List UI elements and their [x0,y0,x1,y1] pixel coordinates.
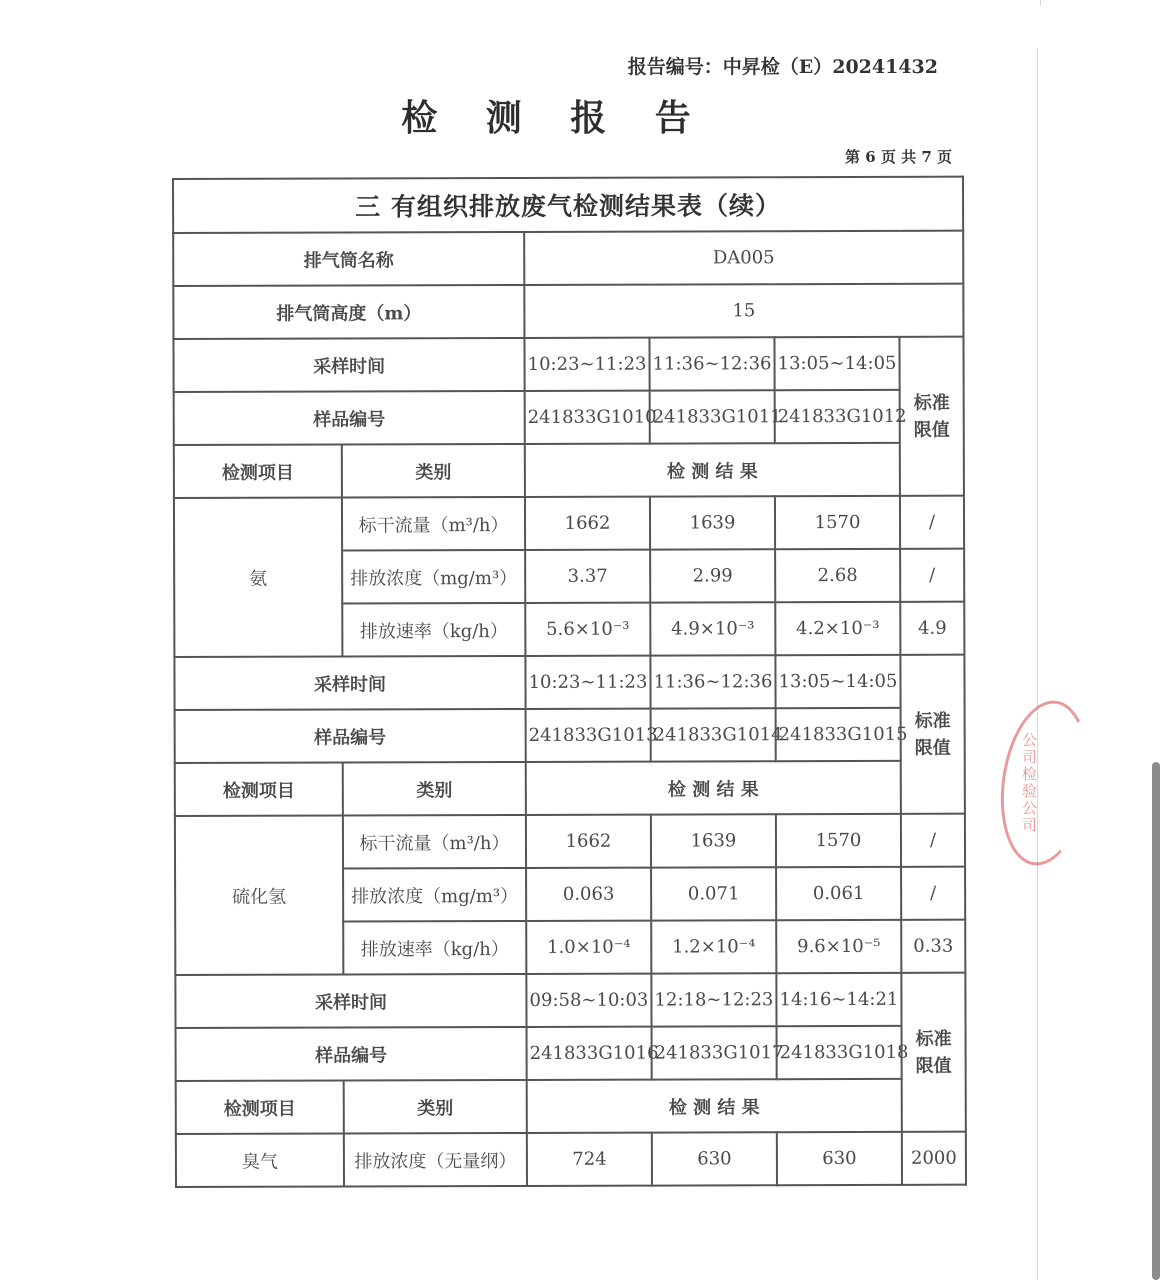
category-header: 类别 [344,1080,527,1134]
result-value-cell: 0.063 [526,868,651,921]
stack-name-row [173,231,963,286]
data-row [174,496,964,551]
limit-value-cell: / [900,549,964,602]
sample-number-cell: 241833G1016 [527,1027,652,1080]
results-header: 检 测 结 果 [525,443,900,497]
sample-number-cell: 241833G1015 [776,708,901,761]
result-value-cell: 630 [652,1132,777,1185]
stack-height-label: 排气筒高度（m） [173,285,524,339]
limit-value-cell: 4.9 [900,602,964,655]
result-value-cell: 1639 [651,814,776,867]
sample-number-label: 样品编号 [174,391,525,445]
result-value-cell: 2.99 [650,549,775,602]
standard-limit-header [900,655,964,814]
sampling-time-cell: 14:16~14:21 [776,973,901,1026]
sampling-time-cell: 13:05~14:05 [775,655,900,708]
standard-limit-header [901,973,965,1132]
sampling-time-label: 采样时间 [175,974,526,1028]
sample-number-cell: 241833G1013 [526,709,651,762]
category-header: 类别 [343,762,526,816]
standard-limit-text: 标准 [914,710,951,732]
result-value-cell: 3.37 [525,550,650,603]
standard-limit-text: 限值 [913,419,950,441]
result-value-cell: 1662 [525,497,650,550]
sample-number-row [176,1026,966,1081]
category-cell: 排放速率（kg/h） [342,603,525,657]
sample-number-cell: 241833G1010 [525,391,650,444]
column-header-row [176,1079,966,1134]
stack-height-row [173,284,963,339]
category-cell: 排放浓度（无量纲） [344,1133,527,1187]
category-cell: 标干流量（m³/h） [342,497,525,551]
item-header: 检测项目 [176,1080,344,1133]
result-value-cell: 4.2×10⁻³ [775,602,900,655]
sample-number-label: 样品编号 [176,1027,527,1081]
sampling-time-row [173,337,963,392]
item-name: 臭气 [176,1133,344,1186]
result-value-cell: 1639 [650,496,775,549]
red-seal-stamp [991,695,1099,871]
document-title: 检 测 报 告 [401,97,709,139]
table-caption-row [173,177,963,233]
sampling-time-row [174,655,964,710]
limit-value-cell: / [900,496,964,549]
sample-number-label: 样品编号 [175,709,526,763]
result-value-cell: 4.9×10⁻³ [650,602,775,655]
report-number: 报告编号：中昇检（E）20241432 [627,56,938,78]
result-value-cell: 0.071 [651,867,776,920]
column-header-row [174,443,964,498]
sampling-time-cell: 10:23~11:23 [524,338,649,391]
page-edge-right [1037,48,1038,1280]
column-header-row [175,761,965,816]
item-header: 检测项目 [175,762,343,815]
result-value-cell: 1.2×10⁻⁴ [651,920,776,973]
data-row [175,814,965,869]
sampling-time-cell: 10:23~11:23 [525,656,650,709]
standard-limit-text: 标准 [915,1028,952,1050]
stack-name-value: DA005 [524,231,963,285]
category-cell: 排放浓度（mg/m³） [343,868,526,922]
result-value-cell: 5.6×10⁻³ [525,603,650,656]
sample-number-cell: 241833G1018 [777,1026,902,1079]
category-header: 类别 [342,444,525,498]
sample-number-cell: 241833G1012 [775,390,900,443]
standard-limit-text: 限值 [914,737,951,759]
sampling-time-cell: 13:05~14:05 [774,337,899,390]
stack-name-label: 排气筒名称 [173,232,524,286]
limit-value-cell: 0.33 [901,920,965,973]
sampling-time-cell: 09:58~10:03 [526,974,651,1027]
limit-value-cell: 2000 [902,1132,966,1185]
item-header: 检测项目 [174,444,342,497]
result-value-cell: 2.68 [775,549,900,602]
sample-number-row [174,390,964,445]
sampling-time-label: 采样时间 [173,338,524,392]
results-header: 检 测 结 果 [527,1079,902,1133]
standard-limit-text: 标准 [913,392,950,414]
result-value-cell: 0.061 [776,867,901,920]
item-name: 氨 [174,497,342,656]
result-value-cell: 1.0×10⁻⁴ [526,921,651,974]
results-table [172,176,967,1188]
page-edge-top [1040,0,1041,6]
sampling-time-cell: 11:36~12:36 [650,655,775,708]
data-row [176,1132,966,1187]
vertical-scrollbar[interactable] [1152,762,1160,1280]
page-count: 第 6 页 共 7 页 [845,148,952,166]
limit-value-cell: / [901,814,965,867]
result-value-cell: 1570 [776,814,901,867]
standard-limit-header [899,337,963,496]
item-name: 硫化氢 [175,815,343,974]
sampling-time-row [175,973,965,1028]
table-caption: 三 有组织排放废气检测结果表（续） [173,177,963,233]
category-cell: 标干流量（m³/h） [343,815,526,869]
sample-number-cell: 241833G1017 [652,1026,777,1079]
result-value-cell: 630 [777,1132,902,1185]
red-seal-stamp-text: 公司检验公司 [1020,732,1038,834]
standard-limit-text: 限值 [915,1055,952,1077]
category-cell: 排放浓度（mg/m³） [342,550,525,604]
results-header: 检 测 结 果 [526,761,901,815]
result-value-cell: 9.6×10⁻⁵ [776,920,901,973]
limit-value-cell: / [901,867,965,920]
result-value-cell: 724 [527,1133,652,1186]
sample-number-cell: 241833G1011 [650,390,775,443]
sampling-time-cell: 12:18~12:23 [651,973,776,1026]
sampling-time-cell: 11:36~12:36 [649,337,774,390]
result-value-cell: 1662 [526,815,651,868]
sampling-time-label: 采样时间 [174,656,525,710]
result-value-cell: 1570 [775,496,900,549]
category-cell: 排放速率（kg/h） [343,921,526,975]
stack-height-value: 15 [524,284,963,338]
sample-number-cell: 241833G1014 [651,708,776,761]
sample-number-row [175,708,965,763]
